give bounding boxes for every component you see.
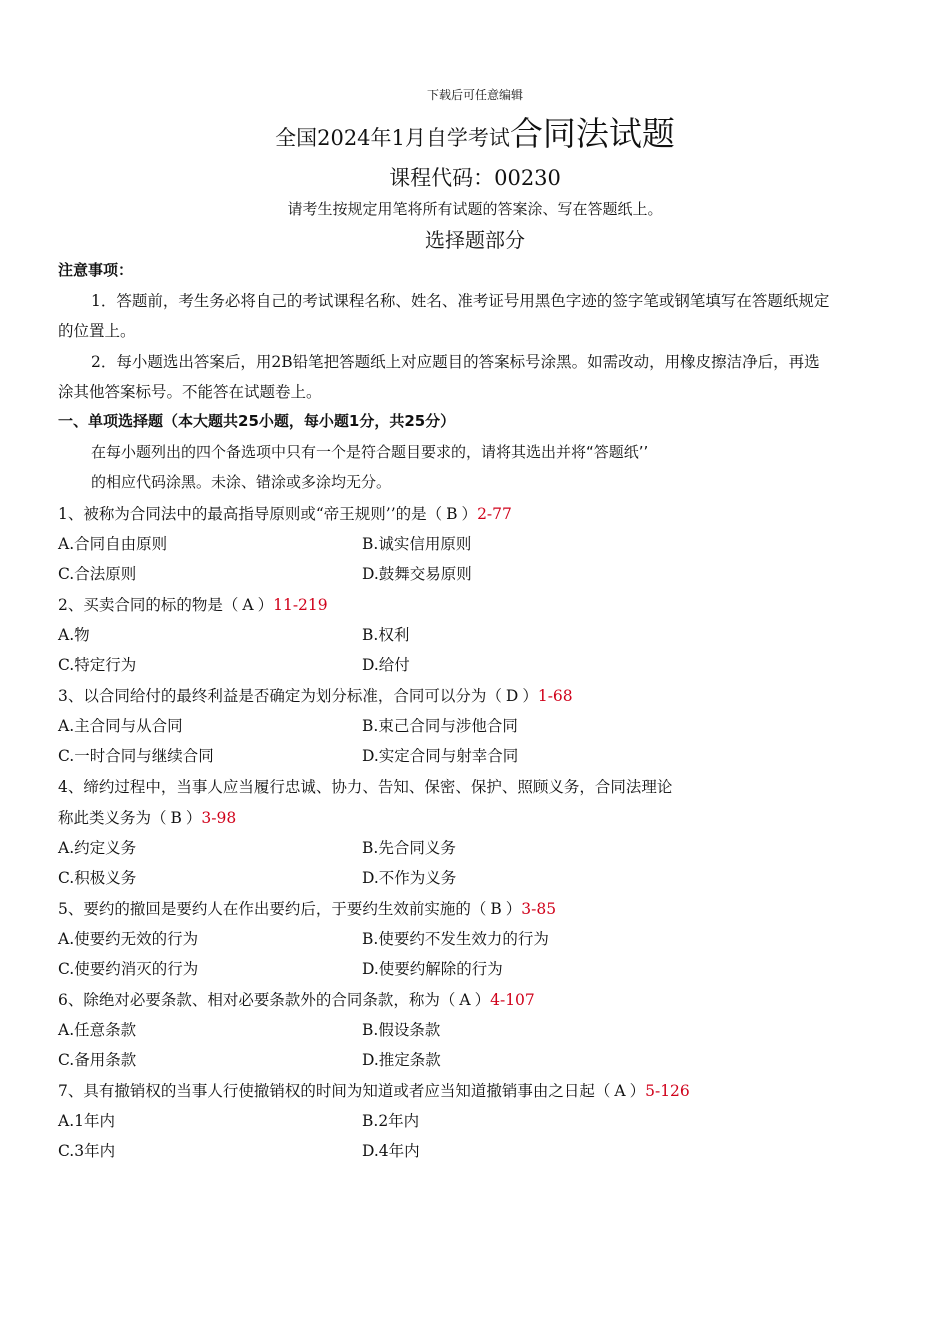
- answer-letter: A: [459, 991, 471, 1009]
- title-prefix: 全国2024年1月自学考试: [275, 126, 510, 150]
- answer-instruction: 请考生按规定用笔将所有试题的答案涂、写在答题纸上。: [287, 200, 663, 218]
- option-d: D.实定合同与射幸合同: [362, 747, 519, 765]
- page-reference: 11-219: [273, 596, 328, 614]
- question-stem: 5、要约的撤回是要约人在作出要约后，于要约生效前实施的（ B ）3-85: [58, 900, 557, 918]
- option-c: C.一时合同与继续合同: [58, 747, 214, 765]
- answer-letter: B: [170, 809, 182, 827]
- notice-heading: 注意事项：: [58, 261, 134, 279]
- option-a: A.合同自由原则: [58, 535, 168, 553]
- page-reference: 5-126: [645, 1082, 690, 1100]
- option-b: B.使要约不发生效力的行为: [362, 930, 549, 948]
- question-stem: 6、除绝对必要条款、相对必要条款外的合同条款，称为（ A ）4-107: [58, 991, 535, 1009]
- answer-letter: A: [242, 596, 254, 614]
- question-stem: 4、缔约过程中，当事人应当履行忠诚、协力、告知、保密、保护、照顾义务，合同法理论: [58, 778, 673, 796]
- answer-letter: B: [490, 900, 502, 918]
- option-a: A.约定义务: [58, 839, 137, 857]
- section-1-desc-line-2: 的相应代码涂黑。未涂、错涂或多涂均无分。: [91, 473, 392, 491]
- option-b: B.2年内: [362, 1112, 420, 1130]
- option-d: D.推定条款: [362, 1051, 441, 1069]
- answer-letter: A: [614, 1082, 626, 1100]
- notice-item-1-line-2: 的位置上。: [58, 322, 136, 340]
- option-a: A.物: [58, 626, 90, 644]
- option-c: C.3年内: [58, 1142, 116, 1160]
- course-code-value: 00230: [494, 166, 561, 190]
- section-1-desc-line-1: 在每小题列出的四个备选项中只有一个是符合题目要求的，请将其选出并将“答题纸’’: [91, 443, 649, 461]
- option-a: A.任意条款: [58, 1021, 137, 1039]
- option-a: A.使要约无效的行为: [58, 930, 199, 948]
- section-1-heading: 一、单项选择题（本大题共25小题，每小题1分，共25分）: [58, 412, 456, 430]
- option-b: B.假设条款: [362, 1021, 441, 1039]
- notice-item-1-line-1: 1．答题前，考生务必将自己的考试课程名称、姓名、准考证号用黑色字迹的签字笔或钢笔填写在答题纸规定: [91, 292, 830, 310]
- option-c: C.积极义务: [58, 869, 137, 887]
- exam-title: [0, 108, 950, 155]
- option-c: C.合法原则: [58, 565, 137, 583]
- part-title: 选择题部分: [425, 228, 525, 252]
- option-c: C.使要约消灭的行为: [58, 960, 199, 978]
- notice-item-2-line-1: 2．每小题选出答案后，用2B铅笔把答题纸上对应题目的答案标号涂黑。如需改动，用橡皮擦洁净后，再选: [91, 353, 820, 371]
- page-reference: 1-68: [537, 687, 573, 705]
- question-stem: 1、被称为合同法中的最高指导原则或“帝王规则’’的是（ B ）2-77: [58, 505, 512, 523]
- notice-item-2-line-2: 涂其他答案标号。不能答在试题卷上。: [58, 383, 322, 401]
- option-d: D.4年内: [362, 1142, 420, 1160]
- course-code: [0, 162, 950, 192]
- question-stem-continued: 称此类义务为（ B ）3-98: [58, 809, 237, 827]
- page-reference: 3-85: [521, 900, 557, 918]
- option-b: B.先合同义务: [362, 839, 456, 857]
- page-reference: 2-77: [477, 505, 512, 523]
- page-reference: 4-107: [490, 991, 535, 1009]
- answer-letter: B: [446, 505, 458, 523]
- option-a: A.主合同与从合同: [58, 717, 183, 735]
- title-main: 合同法试题: [509, 114, 675, 153]
- option-d: D.使要约解除的行为: [362, 960, 503, 978]
- option-d: D.给付: [362, 656, 410, 674]
- header-note: 下载后可任意编辑: [426, 88, 523, 102]
- question-stem: 7、具有撤销权的当事人行使撤销权的时间为知道或者应当知道撤销事由之日起（ A ）5-126: [58, 1082, 690, 1100]
- question-stem: 2、买卖合同的标的物是（ A ）11-219: [58, 596, 328, 614]
- answer-letter: D: [505, 687, 519, 705]
- option-d: D.不作为义务: [362, 869, 457, 887]
- option-b: B.束己合同与涉他合同: [362, 717, 518, 735]
- option-c: C.特定行为: [58, 656, 137, 674]
- page-reference: 3-98: [201, 809, 237, 827]
- option-b: B.权利: [362, 626, 410, 644]
- course-code-label: 课程代码：: [389, 166, 495, 190]
- question-stem: 3、以合同给付的最终利益是否确定为划分标准，合同可以分为（ D ）1-68: [58, 687, 573, 705]
- option-d: D.鼓舞交易原则: [362, 565, 472, 583]
- option-a: A.1年内: [58, 1112, 115, 1130]
- option-b: B.诚实信用原则: [362, 535, 472, 553]
- option-c: C.备用条款: [58, 1051, 137, 1069]
